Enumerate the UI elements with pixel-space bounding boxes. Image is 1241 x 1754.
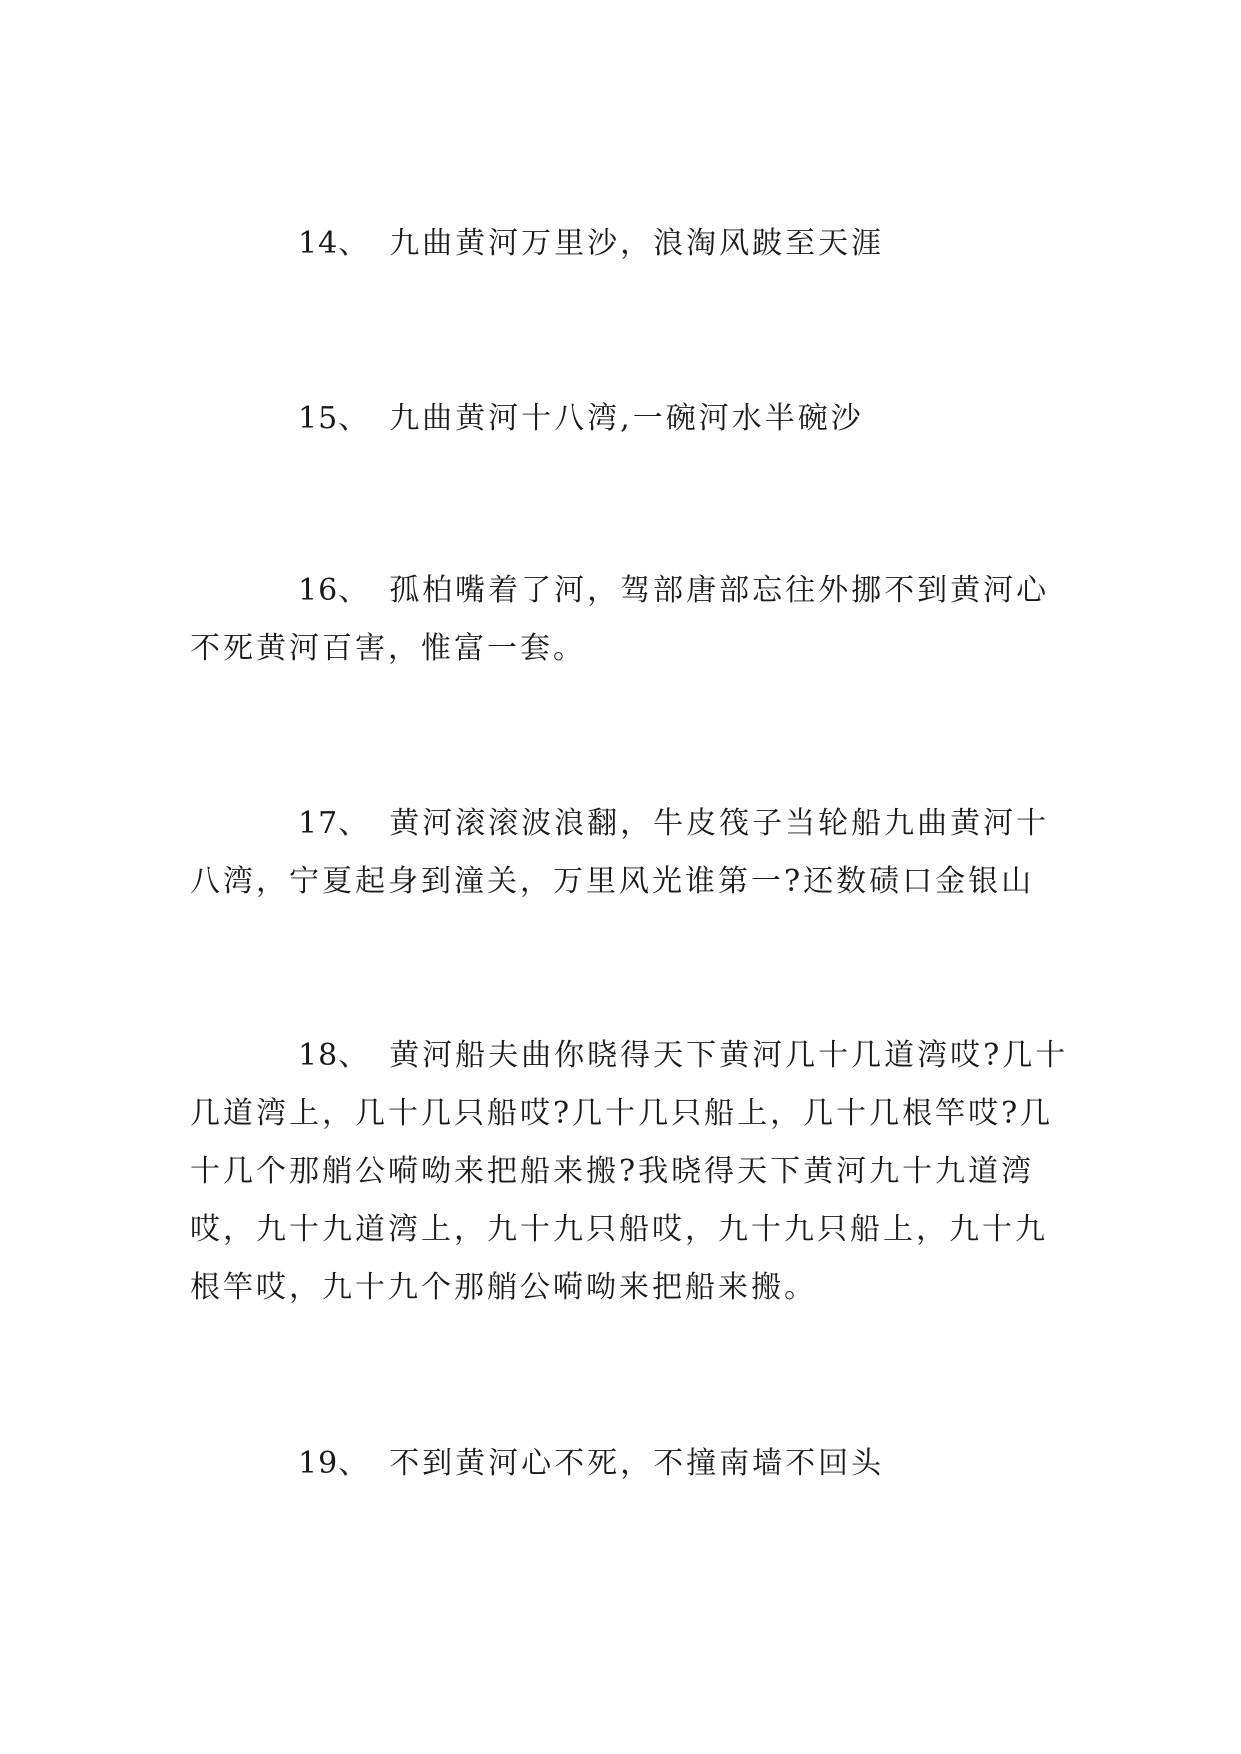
entry-text: 九曲黄河万里沙，浪淘风跛至天涯 [389,226,885,261]
entry-text: 不到黄河心不死，不撞南墙不回头 [389,1446,885,1481]
entry-number: 18、 [298,1038,370,1073]
entry-14 [190,215,1070,273]
entry-number: 15、 [298,401,370,436]
entry-number: 17、 [298,806,370,841]
entry-16 [190,562,1070,678]
entry-text: 黄河船夫曲你晓得天下黄河几十几道湾哎?几十几道湾上，几十几只船哎?几十几只船上，几十几根竿哎?几十几个那艄公嗬呦来把船来搬?我晓得天下黄河九十九道湾哎，九十九道湾上，九十九只船哎，九十九只船上，九十九根竿哎，九十九个那艄公嗬呦来把船来搬。 [190,1038,1069,1305]
entry-number: 16、 [298,573,370,608]
entry-text: 黄河滚滚波浪翻，牛皮筏子当轮船九曲黄河十八湾，宁夏起身到潼关，万里风光谁第一?还数碛口金银山 [190,806,1050,899]
entry-text: 九曲黄河十八湾,一碗河水半碗沙 [389,401,864,436]
entry-15 [190,390,1070,448]
entry-text: 孤柏嘴着了河，驾部唐部忘往外挪不到黄河心不死黄河百害，惟富一套。 [190,573,1050,666]
entry-18 [190,1027,1070,1317]
entry-number: 14、 [298,226,370,261]
entry-number: 19、 [298,1446,370,1481]
entry-19 [190,1435,1070,1493]
entry-17 [190,795,1070,911]
